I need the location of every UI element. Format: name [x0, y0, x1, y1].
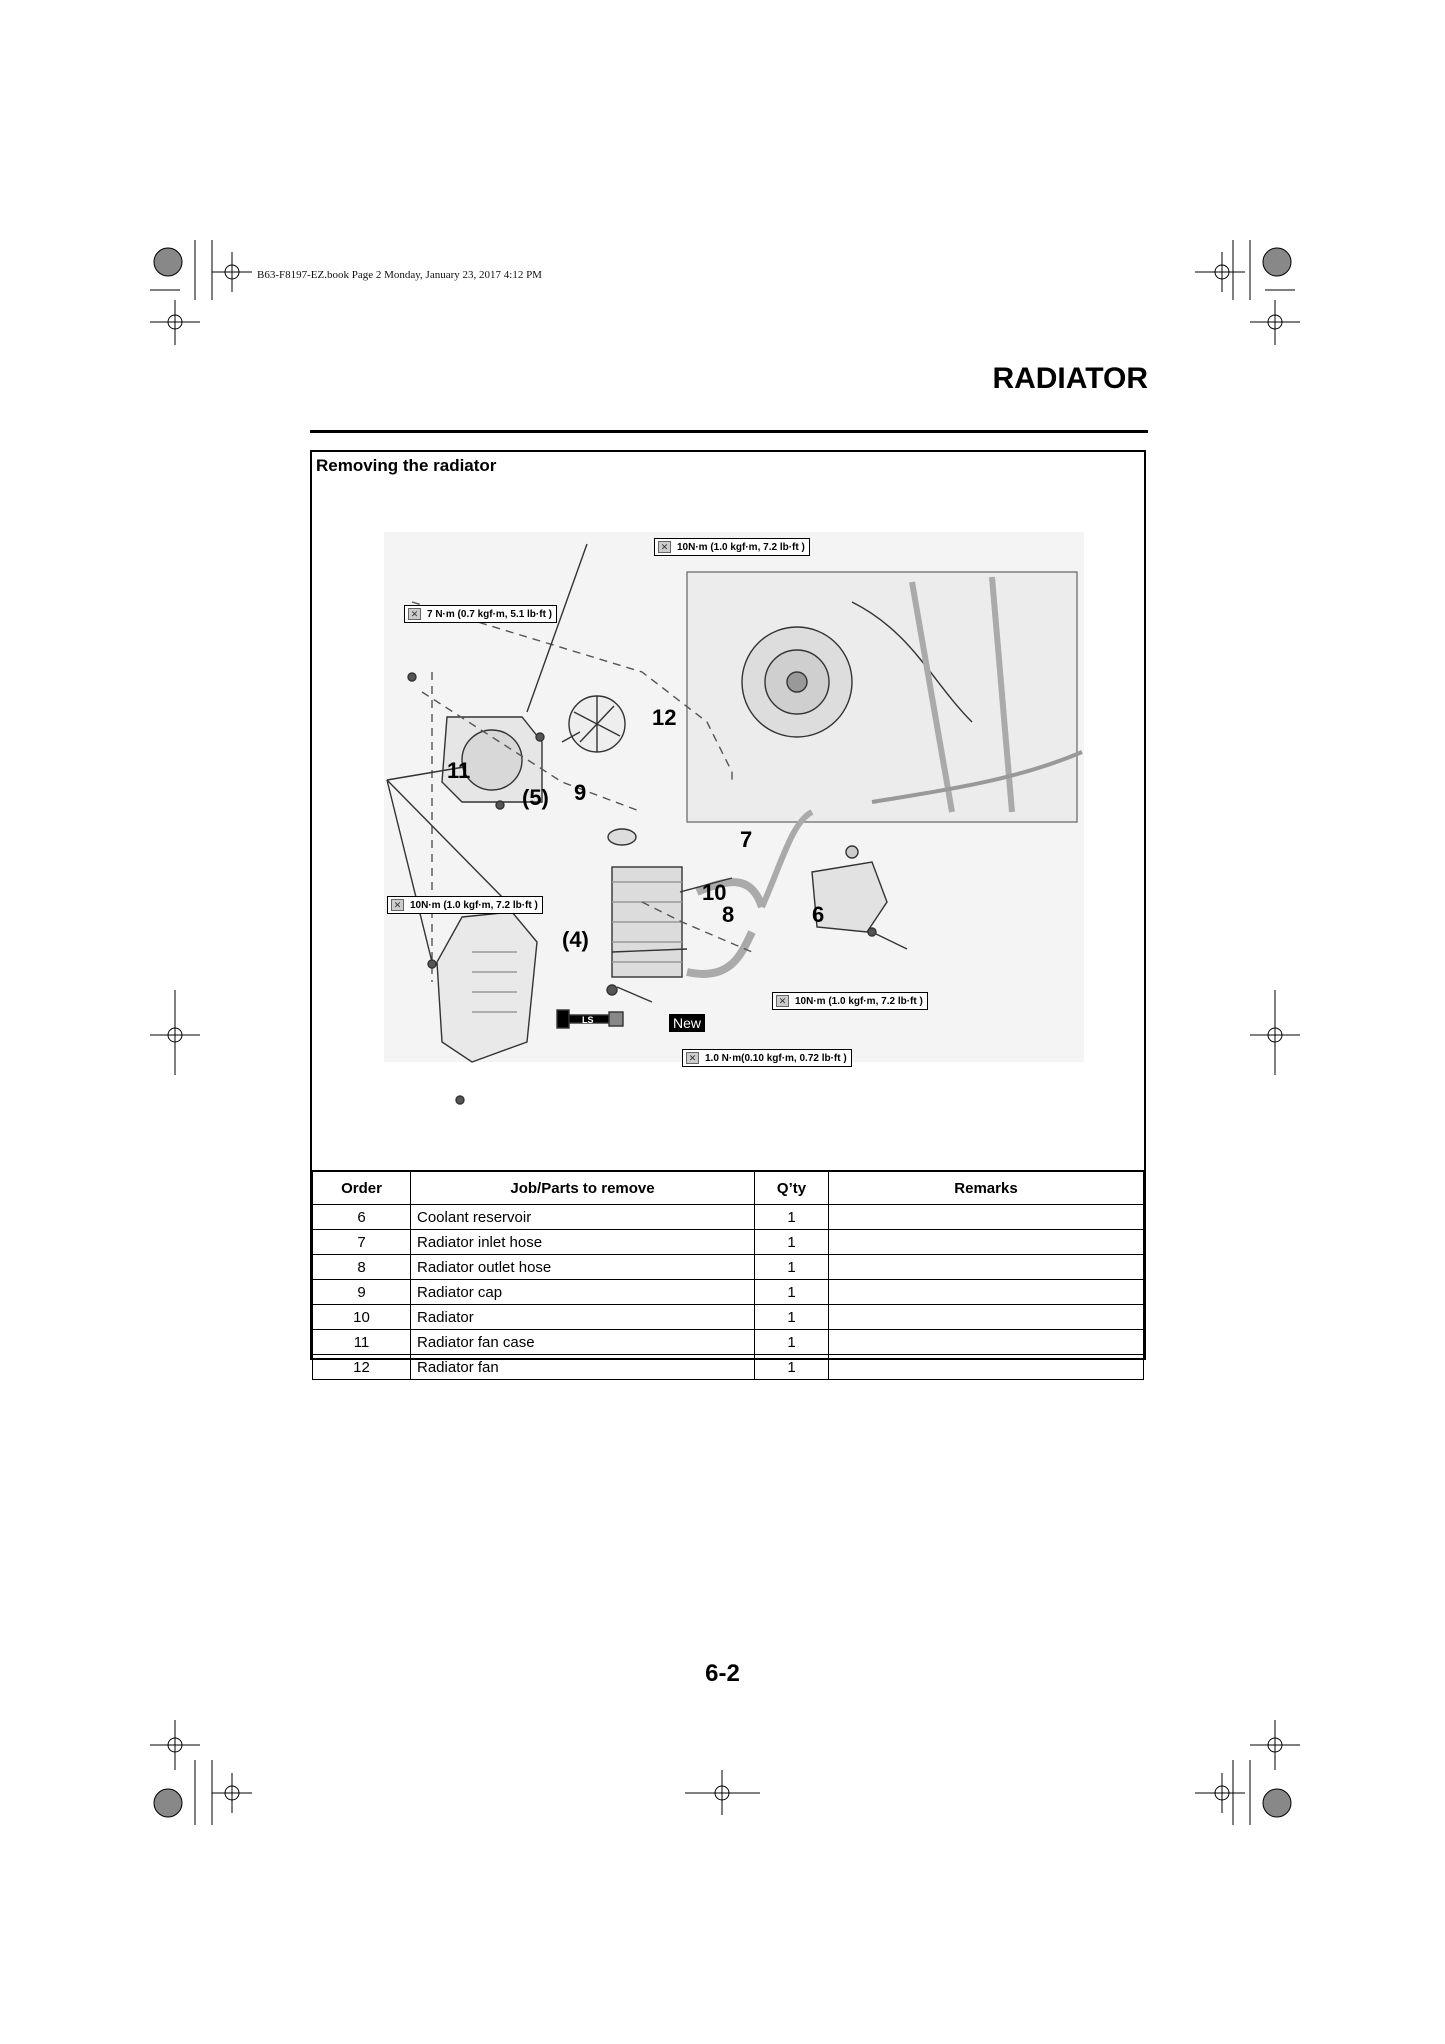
- wrench-icon: ✕: [408, 608, 421, 620]
- wrench-icon: ✕: [776, 995, 789, 1007]
- table-row: 12 Radiator fan 1: [313, 1355, 1144, 1380]
- table-row: 7 Radiator inlet hose 1: [313, 1230, 1144, 1255]
- table-row: 11 Radiator fan case 1: [313, 1330, 1144, 1355]
- callout-5: (5): [522, 785, 549, 810]
- exploded-diagram: [312, 482, 1144, 1592]
- procedure-heading: Removing the radiator: [316, 456, 497, 475]
- table-header-row: [313, 1171, 1144, 1205]
- callout-10: 10: [702, 880, 727, 905]
- callout-7: 7: [740, 827, 753, 852]
- torque-label-drain-bolt: ✕ 1.0 N·m(0.10 kgf·m, 0.72 lb·ft ): [682, 1049, 852, 1067]
- torque-label-reservoir-bolts: ✕ 10N·m (1.0 kgf·m, 7.2 lb·ft ): [772, 992, 928, 1010]
- callout-9: 9: [574, 780, 587, 805]
- parts-table: [312, 1170, 1144, 1380]
- page-number: 6-2: [705, 1660, 740, 1687]
- new-badge: New: [669, 1014, 705, 1032]
- callout-4: (4): [562, 927, 589, 952]
- header-order: Order: [313, 1171, 411, 1205]
- wrench-icon: ✕: [391, 899, 404, 911]
- wrench-icon: ✕: [686, 1052, 699, 1064]
- title-rule: [310, 430, 1148, 433]
- table-row: 8 Radiator outlet hose 1: [313, 1255, 1144, 1280]
- callout-6: 6: [812, 902, 825, 927]
- table-row: 10 Radiator 1: [313, 1305, 1144, 1330]
- procedure-frame: [310, 450, 1146, 1376]
- header-qty: Q’ty: [755, 1171, 829, 1205]
- ls-label: LS: [582, 1015, 594, 1025]
- header-job: Job/Parts to remove: [411, 1171, 755, 1205]
- callout-8: 8: [722, 902, 735, 927]
- wrench-icon: ✕: [658, 541, 671, 553]
- book-info: B63-F8197-EZ.book Page 2 Monday, January 23, 2017 4:12 PM: [257, 269, 542, 281]
- section-title: RADIATOR: [992, 362, 1148, 395]
- callout-11: 11: [447, 758, 471, 783]
- table-row: 6 Coolant reservoir 1: [313, 1205, 1144, 1230]
- table-row: 9 Radiator cap 1: [313, 1280, 1144, 1305]
- header-remarks: Remarks: [829, 1171, 1144, 1205]
- diagram-illustration: [312, 482, 1144, 1142]
- callout-12: 12: [652, 705, 677, 730]
- torque-label-fan-screws: ✕ 10N·m (1.0 kgf·m, 7.2 lb·ft ): [654, 538, 810, 556]
- torque-label-radiator-bolts: ✕ 10N·m (1.0 kgf·m, 7.2 lb·ft ): [387, 896, 543, 914]
- torque-label-case-bolt: ✕ 7 N·m (0.7 kgf·m, 5.1 lb·ft ): [404, 605, 557, 623]
